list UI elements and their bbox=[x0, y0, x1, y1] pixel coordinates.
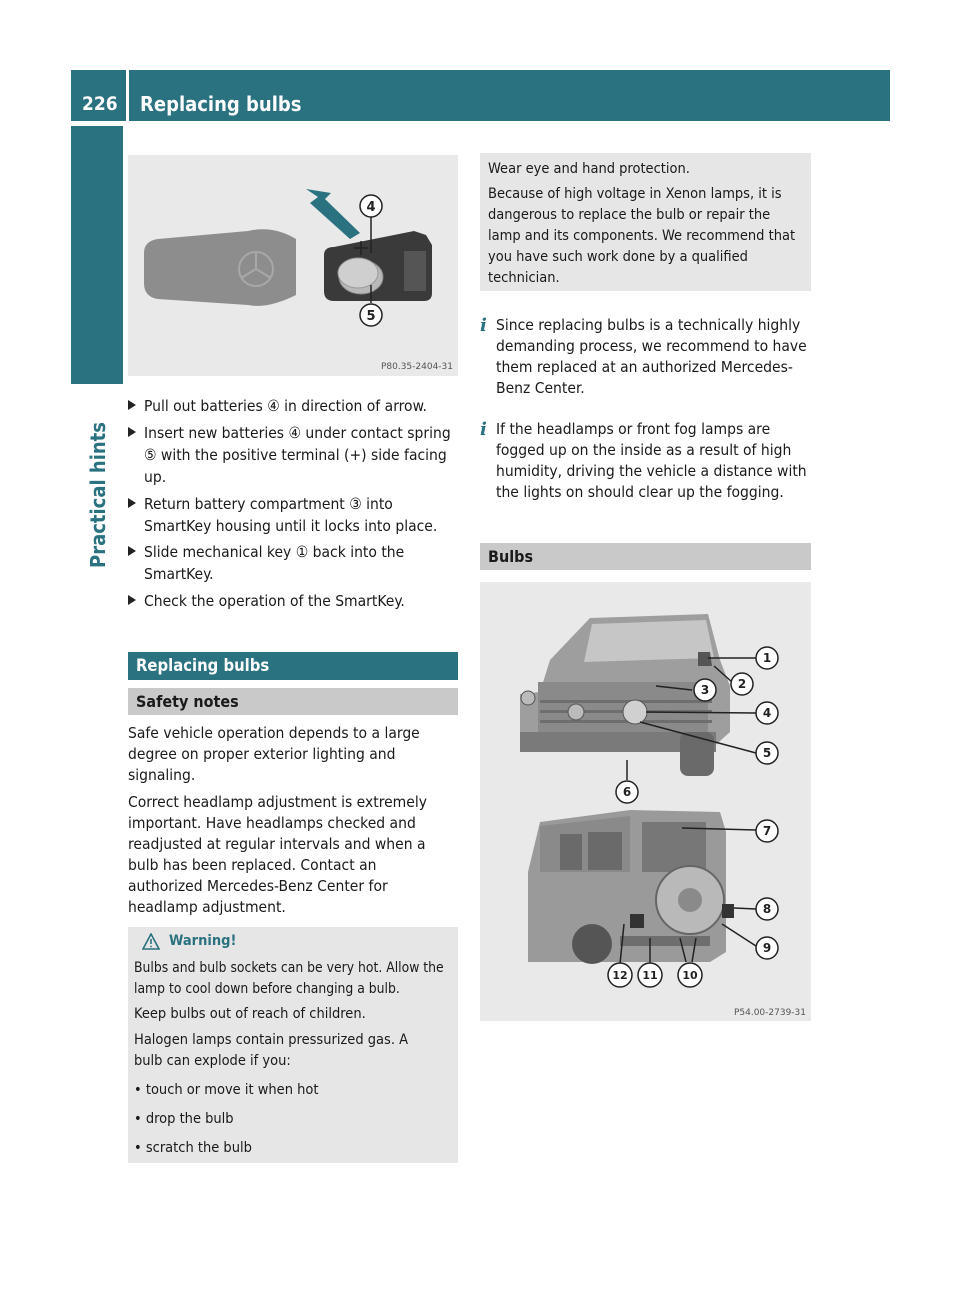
callout-11: 11 bbox=[642, 969, 658, 982]
step-4 bbox=[128, 541, 460, 585]
warning-bullet-3: • scratch the bulb bbox=[134, 1140, 252, 1156]
warning-box bbox=[128, 927, 458, 1163]
callout-7: 7 bbox=[762, 824, 772, 838]
xenon-text-1: Wear eye and hand protection. bbox=[488, 161, 690, 177]
info-icon: i bbox=[480, 419, 487, 440]
warning-text-3: Halogen lamps contain pressurized gas. A bulb can explode if you: bbox=[134, 1032, 409, 1069]
callout-12: 12 bbox=[612, 969, 628, 982]
safety-paragraph-1: Safe vehicle operation depends to a large degree on proper exterior lighting and signaling. bbox=[128, 724, 420, 784]
info-icon: i bbox=[480, 315, 487, 336]
side-tab-label: Practical hints bbox=[86, 422, 110, 568]
step-text: Slide mechanical key ① back into the SmartKey. bbox=[144, 543, 405, 583]
header-separator bbox=[126, 70, 129, 121]
info-note-text: If the headlamps or front fog lamps are fogged up on the inside as a result of high humidity, driving the vehicle a distance with the lights on should clear up the fogging. bbox=[496, 420, 807, 501]
callout-2: 2 bbox=[737, 677, 747, 691]
smartkey-illustration bbox=[128, 155, 458, 376]
step-marker-icon bbox=[128, 427, 136, 437]
step-marker-icon bbox=[128, 595, 136, 605]
side-tab-block bbox=[71, 126, 123, 384]
callout-10: 10 bbox=[682, 969, 698, 982]
callout-3: 3 bbox=[700, 683, 710, 697]
callout-6: 6 bbox=[622, 785, 632, 799]
step-marker-icon bbox=[128, 498, 136, 508]
warning-icon bbox=[142, 933, 160, 954]
step-text: Check the operation of the SmartKey. bbox=[144, 592, 405, 610]
step-marker-icon bbox=[128, 546, 136, 556]
step-marker-icon bbox=[128, 400, 136, 410]
page-title: Replacing bulbs bbox=[140, 92, 302, 116]
vehicle-illustration bbox=[480, 582, 811, 1021]
xenon-warning-box bbox=[480, 153, 811, 291]
warning-bullet-2: • drop the bulb bbox=[134, 1111, 234, 1127]
step-text: Pull out batteries ④ in direction of arrow. bbox=[144, 397, 427, 415]
info-note-2 bbox=[480, 419, 814, 503]
info-note-text: Since replacing bulbs is a technically highly demanding process, we recommend to have them replaced at an authorized Mercedes-Benz Center. bbox=[496, 316, 807, 397]
step-text: Return battery compartment ③ into SmartKey housing until it locks into place. bbox=[144, 495, 438, 535]
warning-text-2: Keep bulbs out of reach of children. bbox=[134, 1006, 366, 1022]
bulbs-figure bbox=[480, 582, 811, 1021]
safety-paragraph-2: Correct headlamp adjustment is extremely important. Have headlamps checked and readjusted at regular intervals and when a bulb has been replaced. Contact an authorized Mercedes-Benz Center for headlamp adjustment. bbox=[128, 793, 427, 916]
figure-code: P80.35-2404-31 bbox=[380, 362, 453, 372]
warning-text-1: Bulbs and bulb sockets can be very hot. Allow the lamp to cool down before changing a bulb. bbox=[134, 960, 444, 997]
warning-bullet-1: • touch or move it when hot bbox=[134, 1082, 319, 1098]
callout-5: 5 bbox=[366, 309, 376, 324]
step-3 bbox=[128, 493, 460, 537]
info-note-1 bbox=[480, 315, 814, 399]
page-number: 226 bbox=[71, 86, 126, 118]
section-heading: Replacing bulbs bbox=[128, 652, 458, 680]
callout-9: 9 bbox=[762, 941, 772, 955]
callout-5: 5 bbox=[762, 746, 772, 760]
bulbs-figure-code: P54.00-2739-31 bbox=[733, 1008, 806, 1018]
step-5 bbox=[128, 590, 460, 612]
step-text: Insert new batteries ④ under contact spring ⑤ with the positive terminal (+) side facing up. bbox=[144, 424, 451, 486]
subsection-heading: Safety notes bbox=[128, 688, 458, 715]
xenon-text-2: Because of high voltage in Xenon lamps, it is dangerous to replace the bulb or repair the lamp and its components. We recommend that you have such work done by a qualified technician. bbox=[488, 186, 796, 286]
callout-4: 4 bbox=[762, 706, 772, 720]
smartkey-figure bbox=[128, 155, 458, 376]
step-1 bbox=[128, 395, 460, 417]
step-2 bbox=[128, 422, 460, 488]
callout-1: 1 bbox=[762, 651, 772, 665]
callout-4: 4 bbox=[366, 200, 376, 215]
callout-8: 8 bbox=[762, 902, 772, 916]
warning-title: Warning! bbox=[169, 933, 237, 949]
bulbs-heading: Bulbs bbox=[480, 543, 811, 570]
